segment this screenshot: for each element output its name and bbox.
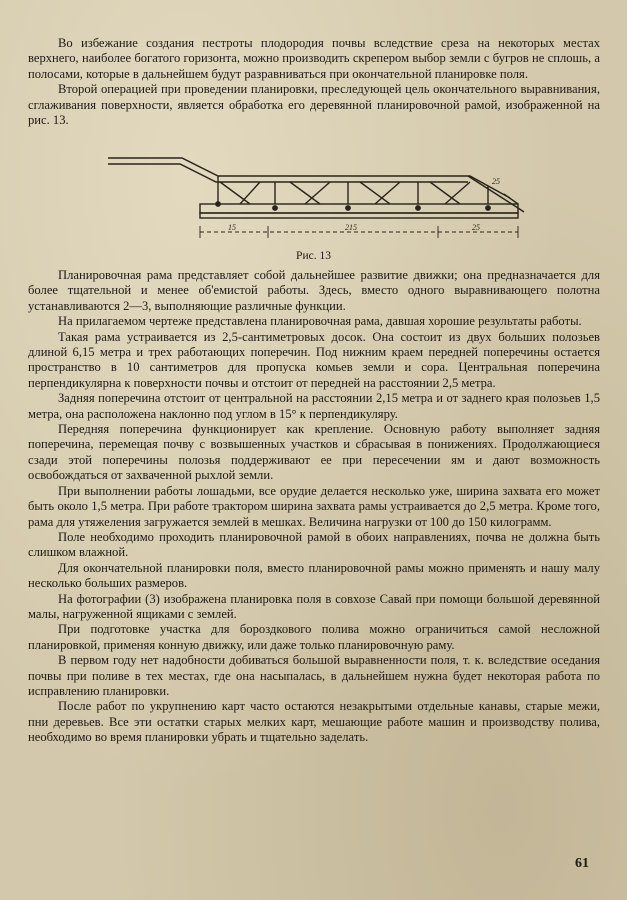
figure-caption: Рис. 13 bbox=[296, 250, 331, 262]
paragraph: При подготовке участка для бороздкового полива можно ограничиться самой несложной планировкой, применяя конную движку, или даже только планировочную раму. bbox=[28, 622, 600, 652]
dimension-label-middle: 215 bbox=[345, 223, 357, 232]
paragraph: Планировочная рама представляет собой дальнейшее развитие движки; она предназначается для более тщательной и менее об'емистой работы. Здесь, вместо одного выравнивающего полотна устанавливаются 2—3, выполняющие различные функции. bbox=[28, 268, 600, 313]
text-block-top bbox=[28, 36, 600, 128]
paragraph: Второй операцией при проведении планировки, преследующей цель окончательного выравнивания, сглаживания поверхности, является обработка его деревянной планировочной рамой, изображенной на рис. 13. bbox=[28, 82, 600, 128]
paragraph: Поле необходимо проходить планировочной рамой в обоих направлениях, почва не должна быть слишком влажной. bbox=[28, 529, 600, 560]
frame-bracing bbox=[220, 182, 470, 204]
paragraph: При выполнении работы лошадьми, все орудие делается несколько уже, ширина захвата его может быть около 1,5 метра. При работе трактором ширина захвата рамы устраивается до 2,5 метра. Кроме того, рама для утяжеления загружается землей в мешках. Величина нагрузки от 100 до 150 килограмм. bbox=[28, 483, 600, 529]
page-number: 61 bbox=[575, 856, 589, 871]
paragraph: В первом году нет надобности добиваться большой выравненности поля, т. к. вследствие оседания почвы при поливе в тех местах, где она насыпалась, в дальнейшем нужна будет некоторая работа по исправлению планировки. bbox=[28, 653, 600, 698]
paragraph: Во избежание создания пестроты плодородия почвы вследствие среза на некоторых местах верхнего, наиболее богатого горизонта, можно производить скрепером выбор земли с бугров не сплошь, а полосами, которые в дальнейшем будут разравниваться при окончательной планировке поля. bbox=[28, 36, 600, 81]
text-block-bottom bbox=[28, 268, 600, 746]
paragraph: После работ по укрупнению карт часто остаются незакрытыми отдельные канавы, старые межи, пни деревьев. Все эти остатки старых мелких карт, мешающие работе машин и производству полива, необходимо во время планировки убрать и тщательно заделать. bbox=[28, 699, 600, 745]
dimension-label-top: 25 bbox=[492, 177, 500, 186]
paragraph: На прилагаемом чертеже представлена планировочная рама, давшая хорошие результаты работы. bbox=[58, 314, 582, 329]
paragraph: Задняя поперечина отстоит от центральной на расстоянии 2,15 метра и от заднего края полозьев 1,5 метра, она расположена наклонно под углом в 15° к перпендикуляру. bbox=[28, 391, 600, 421]
dimension-label-right: 25 bbox=[472, 223, 480, 232]
paragraph: На фотографии (3) изображена планировка поля в совхозе Савай при помощи большой деревянной малы, нагруженной ящиками с землей. bbox=[28, 591, 600, 621]
paragraph: Для окончательной планировки поля, вместо планировочной рамы можно применять и нашу малу несколько больших размеров. bbox=[28, 560, 600, 591]
frame-lower-runner bbox=[200, 204, 518, 213]
paragraph: Такая рама устраивается из 2,5-сантиметровых досок. Она состоит из двух больших полозьев длиной 6,15 метра и трех работающих поперечин. Под нижним краем передней поперечины остается пространство в 10 сантиметров для пропуска комьев земли и сора. Центральная поперечина перпендикулярна к поверхности почвы и отстоит от передней на расстоянии 2,5 метра. bbox=[28, 329, 600, 390]
paragraph: Передняя поперечина функционирует как крепление. Основную работу выполняет задняя поперечина, перемещая почву с возвышенных участков и сбрасывая в понижениях. Продолжающиеся сзади этой поперечины полозья поддерживают ее при пересечении ям и дают возможность освобождаться от захваченной рыхлой земли. bbox=[28, 422, 600, 483]
dimension-label-left: 15 bbox=[228, 223, 236, 232]
planing-frame-drawing bbox=[100, 146, 530, 242]
